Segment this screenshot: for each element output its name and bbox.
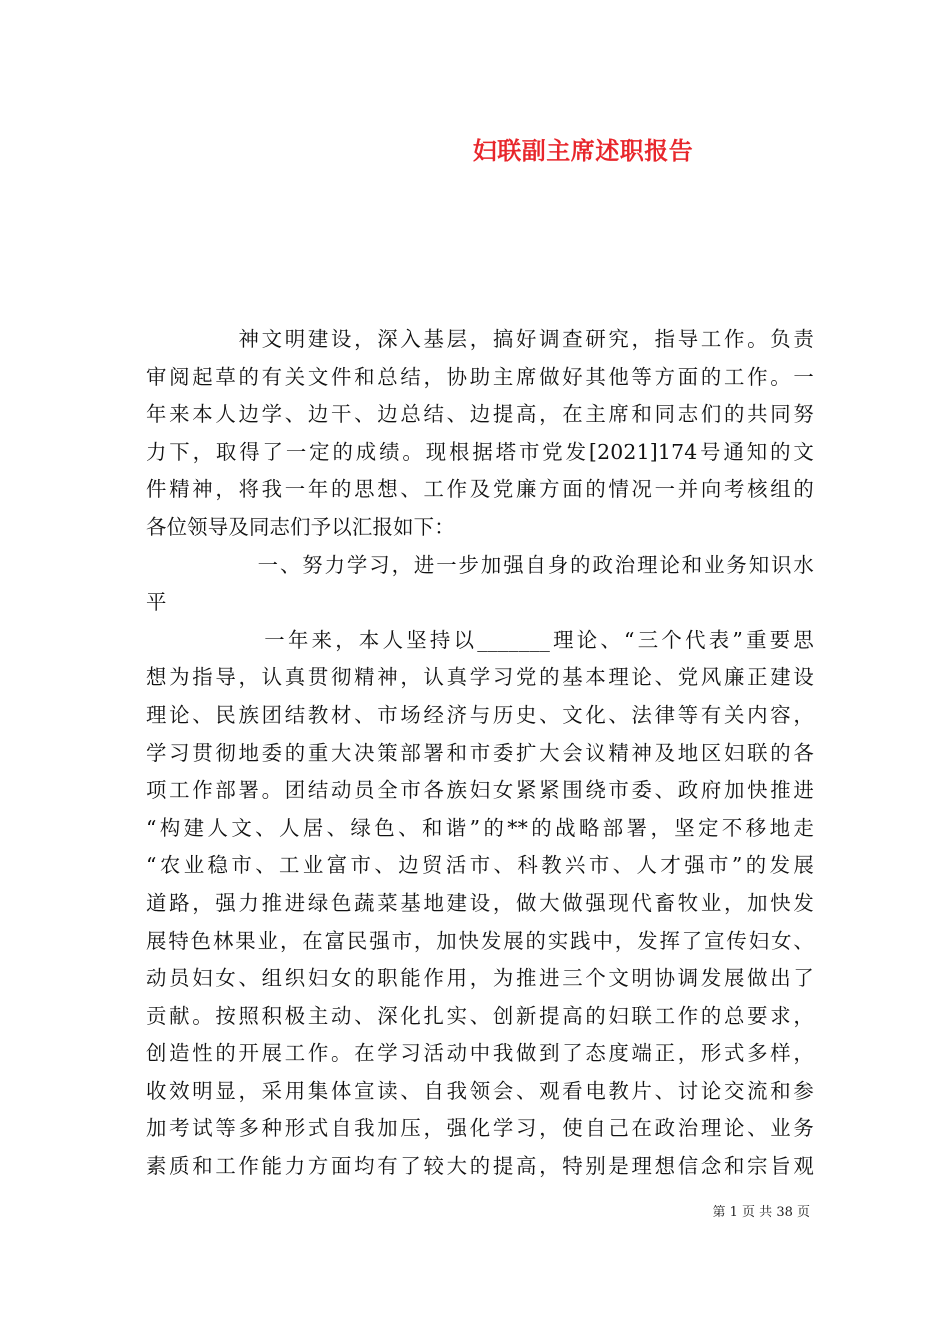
body-line: 神文明建设，深入基层，搞好调查研究，指导工作。负责 (146, 327, 814, 351)
body-line: “农业稳市、工业富市、边贸活市、科教兴市、人才强市”的发展 (146, 853, 814, 878)
page-number: 第 1 页 共 38 页 (712, 1205, 810, 1220)
body-line: “构建人文、人居、绿色、和谐”的**的战略部署，坚定不移地走 (146, 815, 814, 840)
body-line: 力下，取得了一定的成绩。现根据塔市党发[2021]174号通知的文 (146, 439, 814, 464)
body-line: 一年来，本人坚持以_______理论、“三个代表”重要思 (146, 627, 814, 652)
body-line: 加考试等多种形式自我加压，强化学习，使自己在政治理论、业务 (146, 1116, 814, 1141)
body-line: 审阅起草的有关文件和总结，协助主席做好其他等方面的工作。一 (146, 364, 814, 389)
document-body (146, 321, 814, 1186)
body-line: 年来本人边学、边干、边总结、边提高，在主席和同志们的共同努 (146, 402, 814, 427)
section-heading-line: 一、努力学习，进一步加强自身的政治理论和业务知识水 (146, 552, 814, 577)
body-line: 展特色林果业，在富民强市，加快发展的实践中，发挥了宣传妇女、 (146, 928, 814, 953)
body-line: 理论、民族团结教材、市场经济与历史、文化、法律等有关内容， (146, 702, 814, 727)
document-title: 妇联副主席述职报告 (472, 136, 694, 165)
section-heading-line: 平 (146, 590, 167, 615)
body-line: 动员妇女、组织妇女的职能作用，为推进三个文明协调发展做出了 (146, 966, 814, 991)
body-line: 想为指导，认真贯彻精神，认真学习党的基本理论、党风廉正建设 (146, 665, 814, 690)
body-line: 件精神，将我一年的思想、工作及党廉方面的情况一并向考核组的 (146, 477, 814, 502)
body-line: 学习贯彻地委的重大决策部署和市委扩大会议精神及地区妇联的各 (146, 740, 814, 765)
body-line: 创造性的开展工作。在学习活动中我做到了态度端正，形式多样， (146, 1041, 814, 1066)
body-line: 贡献。按照积极主动、深化扎实、创新提高的妇联工作的总要求， (146, 1003, 814, 1028)
body-line: 各位领导及同志们予以汇报如下： (146, 514, 455, 539)
body-line: 项工作部署。团结动员全市各族妇女紧紧围绕市委、政府加快推进 (146, 778, 814, 803)
body-line: 道路，强力推进绿色蔬菜基地建设，做大做强现代畜牧业，加快发 (146, 890, 814, 915)
body-line: 素质和工作能力方面均有了较大的提高，特别是理想信念和宗旨观 (146, 1154, 814, 1179)
body-line: 收效明显，采用集体宣读、自我领会、观看电教片、讨论交流和参 (146, 1078, 814, 1103)
